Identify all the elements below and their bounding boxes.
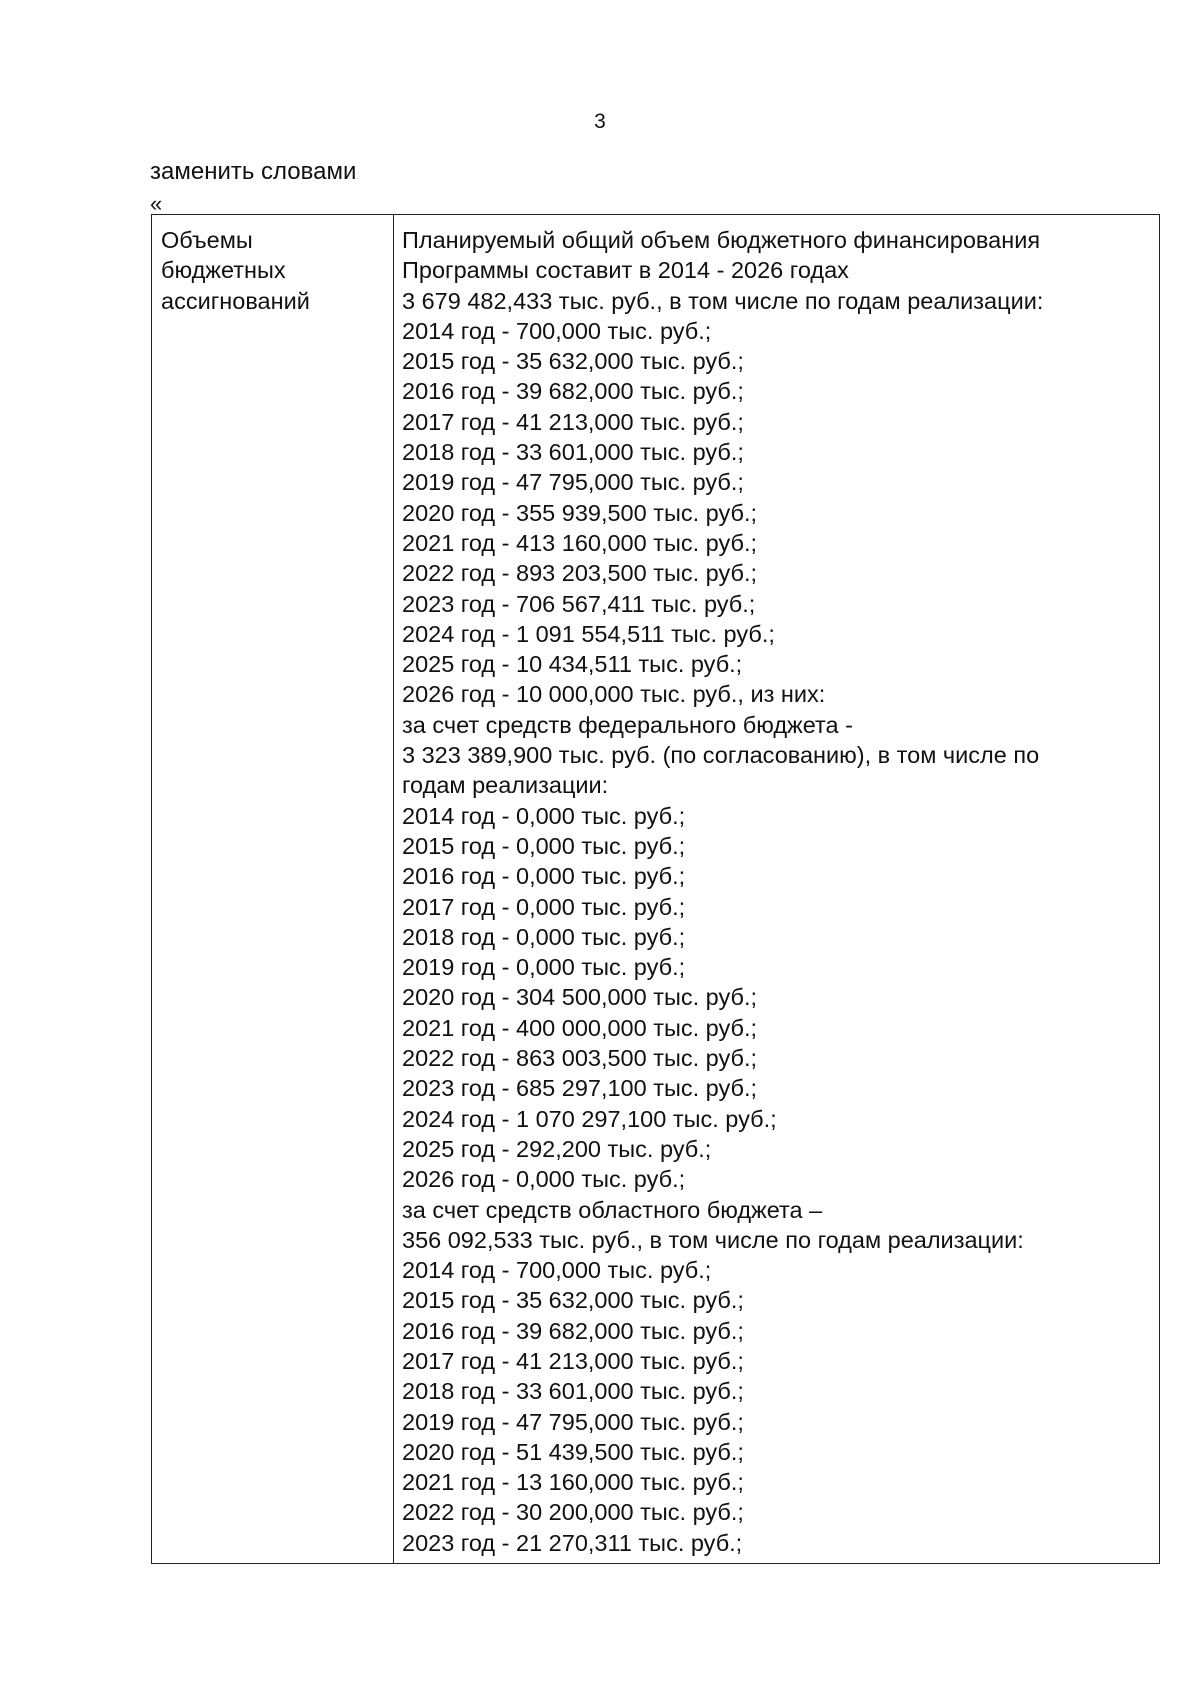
value-line: 2015 год - 35 632,000 тыс. руб.; (402, 1287, 744, 1314)
column-divider (393, 215, 394, 1563)
value-line: 2016 год - 39 682,000 тыс. руб.; (402, 378, 744, 405)
value-line: 2026 год - 10 000,000 тыс. руб., из них: (402, 681, 826, 708)
value-line: Программы составит в 2014 - 2026 годах (402, 257, 849, 284)
budget-table (151, 214, 1160, 1564)
intro-text: заменить словами (150, 158, 357, 185)
value-line: 2022 год - 863 003,500 тыс. руб.; (402, 1045, 758, 1072)
label-line: бюджетных (161, 257, 286, 284)
value-line: 2022 год - 893 203,500 тыс. руб.; (402, 560, 758, 587)
label-line: Объемы (161, 227, 253, 253)
value-line: 2019 год - 0,000 тыс. руб.; (402, 954, 686, 981)
label-cell (161, 225, 387, 316)
value-line: 2026 год - 0,000 тыс. руб.; (402, 1166, 686, 1193)
value-line: 2017 год - 41 213,000 тыс. руб.; (402, 408, 744, 435)
value-line: годам реализации: (402, 772, 609, 799)
value-line: 2014 год - 700,000 тыс. руб.; (402, 317, 712, 344)
value-line: 2023 год - 706 567,411 тыс. руб.; (402, 590, 756, 617)
value-line: 3 323 389,900 тыс. руб. (по согласованию), в том числе по (402, 742, 1040, 769)
value-line: 2020 год - 51 439,500 тыс. руб.; (402, 1438, 744, 1465)
value-line: 2017 год - 41 213,000 тыс. руб.; (402, 1347, 744, 1374)
value-line: 2016 год - 0,000 тыс. руб.; (402, 863, 686, 890)
label-line: ассигнований (161, 287, 310, 314)
value-line: 2021 год - 400 000,000 тыс. руб.; (402, 1014, 758, 1041)
value-line: 2017 год - 0,000 тыс. руб.; (402, 893, 686, 920)
value-line: 2014 год - 0,000 тыс. руб.; (402, 802, 686, 829)
value-line: 3 679 482,433 тыс. руб., в том числе по годам реализации: (402, 287, 1044, 314)
value-line: 2015 год - 35 632,000 тыс. руб.; (402, 348, 744, 375)
value-line: 2018 год - 0,000 тыс. руб.; (402, 923, 686, 950)
value-line: 2024 год - 1 091 554,511 тыс. руб.; (402, 620, 775, 647)
value-line: за счет средств областного бюджета – (402, 1196, 823, 1223)
value-line: 2024 год - 1 070 297,100 тыс. руб.; (402, 1105, 777, 1132)
value-line: 2019 год - 47 795,000 тыс. руб.; (402, 1408, 744, 1435)
value-line: 2021 год - 13 160,000 тыс. руб.; (402, 1469, 744, 1496)
value-line: 2020 год - 304 500,000 тыс. руб.; (402, 984, 758, 1011)
value-line: 2015 год - 0,000 тыс. руб.; (402, 832, 686, 859)
value-line: 2016 год - 39 682,000 тыс. руб.; (402, 1317, 744, 1344)
value-line: 2025 год - 292,200 тыс. руб.; (402, 1135, 712, 1162)
value-cell (402, 225, 1162, 1558)
value-line: 2018 год - 33 601,000 тыс. руб.; (402, 1378, 744, 1405)
value-line: 2020 год - 355 939,500 тыс. руб.; (402, 499, 758, 526)
value-line: 2023 год - 21 270,311 тыс. руб.; (402, 1529, 743, 1556)
value-line: 2014 год - 700,000 тыс. руб.; (402, 1257, 712, 1284)
value-line: 2018 год - 33 601,000 тыс. руб.; (402, 439, 744, 466)
value-line: Планируемый общий объем бюджетного финансирования (402, 227, 1041, 253)
value-line: 356 092,533 тыс. руб., в том числе по годам реализации: (402, 1226, 1024, 1253)
value-line: 2023 год - 685 297,100 тыс. руб.; (402, 1075, 758, 1102)
value-line: 2019 год - 47 795,000 тыс. руб.; (402, 469, 744, 496)
value-line: 2025 год - 10 434,511 тыс. руб.; (402, 651, 743, 678)
value-line: 2022 год - 30 200,000 тыс. руб.; (402, 1499, 744, 1526)
value-line: 2021 год - 413 160,000 тыс. руб.; (402, 529, 758, 556)
opening-quote: « (150, 191, 163, 216)
page-number: 3 (594, 110, 606, 133)
value-line: за счет средств федерального бюджета - (402, 711, 853, 738)
